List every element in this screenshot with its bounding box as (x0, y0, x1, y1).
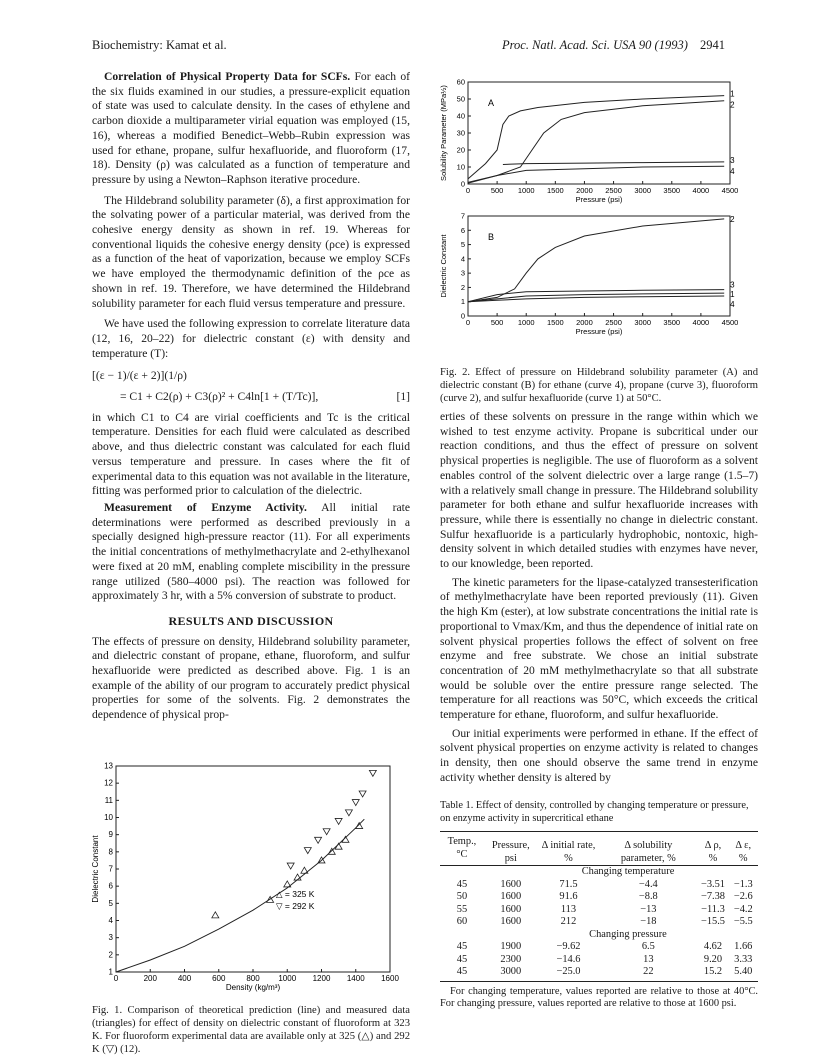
data-point-292-K (323, 829, 330, 835)
paragraph-expression: We have used the following expression to correlate literature data (12, 16, 20–22) for dielectric constant (ε) with density and temperature (T): (92, 317, 410, 360)
figure-2b-chart (436, 212, 756, 340)
figure-2-caption: Fig. 2. Effect of pressure on Hildebrand solubility parameter (A) and dielectric constant (B) for ethane (curve 4), propane (curve 3), fluoroform (curve 2), and sulfur hexafluoride (curve 1) at 50°C. (440, 367, 758, 404)
y-axis-label: Dielectric Constant (91, 835, 100, 903)
x-tick-label: 4000 (692, 318, 710, 327)
y-tick-label: 0 (460, 311, 465, 321)
y-tick-label: 50 (456, 94, 465, 104)
table-group-label: Changing pressure (589, 928, 667, 940)
prediction-line (116, 819, 364, 972)
table-cell: 60 (456, 916, 468, 927)
table-cell: 55 (456, 903, 468, 915)
table-row (440, 904, 758, 917)
table-cell: 15.2 (703, 966, 723, 977)
x-tick-label: 1500 (546, 186, 564, 195)
y-tick-label: 10 (456, 162, 465, 172)
paragraph-kinetics: The kinetic parameters for the lipase-catalyzed transesterification of methylmethacrylate have been reported previously (11). Given the high Km (ester), at low substrate concentrations the initial rate is proportional to Vmax/Km, and thus the dependence of initial rate on solvent physical properties follows the effect of solvent on free enzyme and free substrate. We chose an initial substrate concentration of 20 mM methylmethacrylate so that all substrate would be soluble over the entire pressure range selected. The temperature for all reactions was 50°C, which exceeds the critical temperature for ethane, fluoroform, and sulfur hexafluoride. (440, 575, 758, 722)
legend-entry: △ = 325 K (276, 889, 315, 899)
table-1-footnote: For changing temperature, values reported are relative to those at 40°C. For changing pressure, values reported are relative to those at 1600 psi. (440, 981, 758, 1011)
table-cell: 9.20 (703, 953, 723, 965)
section-title: RESULTS AND DISCUSSION (168, 613, 334, 628)
table-cell: 13 (643, 953, 654, 965)
table-cell: 113 (560, 903, 577, 915)
table-1 (440, 800, 758, 1011)
x-tick-label: 3000 (634, 186, 652, 195)
y-tick-label: 4 (460, 254, 465, 264)
col-header: Δ initial rate, % (541, 840, 596, 864)
data-point-292-K (304, 848, 311, 854)
x-tick-label: 2000 (576, 318, 593, 327)
table-cell: 50 (456, 891, 468, 902)
curve-2 (468, 101, 724, 183)
table-cell: 91.6 (559, 891, 578, 902)
data-point-292-K (345, 810, 352, 816)
table-cell: −15.5 (700, 916, 725, 927)
table-cell: 212 (560, 916, 577, 927)
table-cell: 1.66 (734, 941, 753, 952)
data-point-292-K (287, 863, 294, 869)
running-header-citation: Proc. Natl. Acad. Sci. USA 90 (1993) (502, 38, 688, 52)
data-point-292-K (335, 818, 342, 824)
paragraph-hildebrand: The Hildebrand solubility parameter (δ), a first approximation for the solvating power of a particular material, was derived from the cohesive energy density as shown in ref. 19. Whereas for conventional liquids the cohesive energy density (ρce) is expressed as a function of the heat of vaporization, because we employ SCFs we have employed the thermodynamic definition of the ρce as shown in ref. 19. Therefore, we have determined the Hildebrand solubility parameter for each fluid versus temperature and pressure. (92, 193, 410, 310)
page-number: 2941 (700, 38, 725, 52)
x-tick-label: 1400 (346, 974, 365, 983)
x-tick-label: 200 (143, 974, 157, 983)
y-tick-label: 6 (460, 225, 465, 235)
x-tick-label: 4000 (692, 186, 710, 195)
y-axis-label: Dielectric Constant (439, 234, 448, 298)
y-tick-label: 4 (108, 916, 113, 925)
table-1-title: Table 1. Effect of density, controlled by changing temperature or pressure, on enzyme activity in supercritical ethane (440, 800, 749, 824)
figure-1-caption: Fig. 1. Comparison of theoretical prediction (line) and measured data (triangles) for effect of density on dielectric constant of fluoroform at 323 K. For fluoroform experimental data are available only at 325 (△) and 292 K (▽) (12). (92, 1005, 410, 1055)
table-cell: 1600 (500, 903, 522, 915)
curve-2 (468, 219, 724, 302)
plot-frame (116, 766, 390, 972)
paragraph-ethane: Our initial experiments were performed in ethane. If the effect of solvent physical properties on enzyme activity is related to changes in density, then one should observe the same trend in enzyme activity whether density is altered by (440, 726, 758, 784)
table-row (440, 891, 758, 904)
y-tick-label: 6 (108, 881, 113, 891)
curve-label: 3 (730, 280, 735, 290)
x-tick-label: 1000 (517, 186, 535, 195)
x-tick-label: 4500 (721, 318, 739, 327)
table-cell: −4.2 (733, 903, 753, 915)
paragraph-enzyme-activity: Measurement of Enzyme Activity. All initial rate determinations were performed as described previously in a specially designed high-pressure reactor (11). For all experiments the initial concentrations of methylmethacrylate and 2-ethylhexanol were fixed at 20 mM, enabling complete miscibility in the pressure range utilized (580–4000 psi). The reaction was followed for approximately 3 hr, with a 5% conversion of substrate to product. (92, 500, 411, 603)
paragraph-correlation: Correlation of Physical Property Data for SCFs. For each of the six fluids examined in our studies, a pressure-explicit equation of state was used to calculate density. In the cases of ethylene and carbon dioxide a multiparameter virial equation was employed (15, 16), whereas a modified Benedict–Webb–Rubin expression was used for ethane, propane, sulfur hexafluoride, and fluoroform (17, 18). Density (ρ) was calculated as a function of temperature and pressure by using a Newton–Raphson iterative procedure. (92, 70, 410, 186)
table-cell: 45 (456, 878, 468, 890)
table-cell: 45 (456, 966, 468, 977)
legend-entry: ▽ = 292 K (276, 901, 315, 911)
curve-label: 3 (730, 155, 735, 165)
y-tick-label: 2 (460, 282, 465, 292)
table-row (440, 966, 758, 979)
table-cell: 1600 (500, 916, 522, 927)
x-tick-label: 2000 (576, 186, 593, 195)
y-tick-label: 5 (108, 898, 113, 908)
x-tick-label: 1200 (312, 974, 331, 983)
table-cell: −25.0 (556, 966, 581, 977)
col-header: Pressure, psi (491, 840, 530, 864)
data-point-325-K (356, 823, 363, 829)
table-cell: 1900 (500, 941, 522, 952)
y-tick-label: 3 (460, 268, 465, 278)
data-point-292-K (369, 770, 376, 776)
x-tick-label: 1000 (517, 318, 535, 327)
paragraph-properties: erties of these solvents on pressure in the range within which we wished to test enzyme activity. Propane is subcritical under our reaction conditions, and thus the effect of pressure on solvent physical properties is negligible. The use of fluoroform as a solvent enables control of the solvent dielectric over a large range (1.5–7) with a relatively small change in pressure. The Hildebrand solubility parameter for both ethane and sulfur hexafluoride increases with pressure, while there is essentially no change in dielectric constant. Sulfur hexafluoride is a particularly hydrophobic, nontoxic, high-density solvent in which detailed studies with enzymes have never, to our knowledge, been reported. (440, 410, 758, 571)
y-tick-label: 40 (456, 111, 465, 121)
table-cell: 1600 (500, 891, 522, 902)
x-tick-label: 0 (113, 974, 119, 983)
y-tick-label: 13 (104, 761, 113, 771)
x-axis-label: Pressure (psi) (575, 195, 623, 204)
table-group-row (440, 929, 758, 942)
y-tick-label: 2 (108, 950, 113, 960)
equation-1: [(ε − 1)/(ε + 2)](1/ρ) = C1 + C2(ρ) + C3(ρ)² + C4ln[1 + (T/Tc)], [1] (92, 369, 410, 404)
data-point-292-K (352, 800, 359, 806)
table-cell: −18 (640, 916, 657, 927)
table-cell: 3000 (500, 966, 522, 977)
table-cell: −4.4 (638, 878, 658, 890)
table-cell: 4.62 (703, 941, 723, 952)
y-tick-label: 20 (456, 145, 465, 155)
table-cell: 45 (456, 941, 468, 952)
table-cell: 6.5 (641, 941, 655, 952)
y-tick-label: 9 (108, 830, 113, 840)
paragraph-results: The effects of pressure on density, Hildebrand solubility parameter, and dielectric constant of propane, ethane, fluoroform, and sulfur hexafluoride were predicted as described above. Fig. 1 is an example of the ability of our program to accurately predict physical properties for some of the solvents. Fig. 2 demonstrates the dependence of physical prop- (92, 634, 410, 722)
table-cell: 45 (456, 953, 468, 965)
equation-number: [1] (396, 390, 410, 404)
y-tick-label: 7 (460, 212, 465, 221)
table-cell: 1600 (500, 878, 522, 890)
subheading-correlation: Correlation of Physical Property Data for SCFs. (104, 70, 351, 83)
y-tick-label: 1 (108, 967, 113, 977)
table-cell: 3.33 (734, 953, 753, 965)
table-cell: −13 (640, 903, 657, 915)
table-1-grid (440, 831, 758, 979)
y-tick-label: 60 (456, 78, 465, 87)
table-cell: −1.3 (733, 878, 753, 890)
col-header: Δ solubility parameter, % (620, 840, 676, 864)
subheading-enzyme-activity: Measurement of Enzyme Activity. (104, 500, 307, 514)
data-point-325-K (212, 912, 219, 918)
y-tick-label: 10 (104, 813, 113, 822)
table-row (440, 941, 758, 954)
x-tick-label: 3500 (663, 318, 681, 327)
y-tick-label: 11 (104, 795, 113, 805)
curve-label: 1 (730, 89, 735, 99)
y-tick-label: 0 (460, 179, 465, 189)
table-cell: 71.5 (559, 878, 578, 890)
left-column (92, 70, 410, 723)
col-header: Δ ε, % (735, 840, 752, 864)
data-point-292-K (359, 791, 366, 797)
right-column (440, 410, 758, 786)
x-tick-label: 500 (490, 186, 504, 195)
panel-label: A (488, 98, 495, 108)
y-tick-label: 3 (108, 933, 113, 943)
plot-frame (468, 216, 730, 316)
x-axis-label: Pressure (psi) (575, 327, 623, 336)
table-row (440, 954, 758, 967)
x-tick-label: 500 (490, 318, 504, 327)
x-tick-label: 0 (465, 186, 471, 195)
table-cell: 5.40 (734, 966, 753, 977)
y-axis-label: Solubility Parameter (MPa½) (439, 85, 448, 181)
table-group-label: Changing temperature (581, 866, 675, 877)
table-cell: −2.6 (733, 891, 753, 902)
x-tick-label: 600 (212, 974, 226, 983)
x-tick-label: 3000 (634, 318, 652, 327)
y-tick-label: 7 (108, 864, 113, 874)
curve-4 (468, 166, 724, 183)
y-tick-label: 5 (460, 240, 465, 250)
x-tick-label: 4500 (721, 186, 739, 195)
data-point-292-K (315, 837, 322, 843)
x-axis-label: Density (kg/m³) (225, 983, 281, 992)
figure-2a-chart (436, 78, 756, 208)
curve-3 (503, 162, 724, 165)
y-tick-label: 12 (104, 778, 113, 788)
table-cell: −7.38 (700, 891, 725, 902)
figure-1-chart (86, 760, 406, 1005)
paragraph-virial: in which C1 to C4 are virial coefficients and Tc is the critical temperature. Densities for each fluid were calculated as described above, and thus dielectric constant was calculated for each fluid versus temperature and pressure. In cases where the fit of experimental data to this equation was not available in the literature, fitting was performed prior to calculation of the dielectric. (92, 410, 410, 498)
table-row (440, 916, 758, 929)
x-tick-label: 1600 (381, 974, 399, 983)
x-tick-label: 3500 (663, 186, 681, 195)
col-header: Δ ρ, % (704, 840, 722, 864)
panel-label: B (488, 232, 495, 242)
running-header-left: Biochemistry: Kamat et al. (92, 38, 227, 52)
col-header: Temp., °C (447, 836, 477, 860)
curve-label: 2 (730, 100, 735, 110)
curve-label: 2 (730, 214, 735, 224)
curve-label: 1 (730, 290, 735, 300)
table-cell: −5.5 (733, 916, 753, 927)
y-tick-label: 30 (456, 128, 465, 138)
table-cell: −9.62 (556, 941, 581, 952)
table-cell: −8.8 (638, 891, 658, 902)
y-tick-label: 1 (460, 297, 465, 307)
x-tick-label: 400 (177, 974, 192, 983)
x-tick-label: 2500 (605, 186, 622, 195)
y-tick-label: 8 (108, 847, 113, 857)
curve-4 (468, 296, 724, 302)
x-tick-label: 2500 (605, 318, 622, 327)
table-group-row (440, 866, 758, 879)
table-cell: 22 (643, 966, 654, 977)
table-cell: −14.6 (556, 953, 581, 965)
table-cell: −11.3 (701, 903, 725, 915)
x-tick-label: 1000 (278, 974, 297, 983)
table-cell: −3.51 (700, 878, 725, 890)
x-tick-label: 1500 (546, 318, 564, 327)
x-tick-label: 800 (246, 974, 260, 983)
x-tick-label: 0 (465, 318, 471, 327)
table-row (440, 879, 758, 892)
curve-label: 4 (730, 300, 735, 309)
curve-label: 4 (730, 167, 735, 177)
table-cell: 2300 (500, 953, 522, 965)
